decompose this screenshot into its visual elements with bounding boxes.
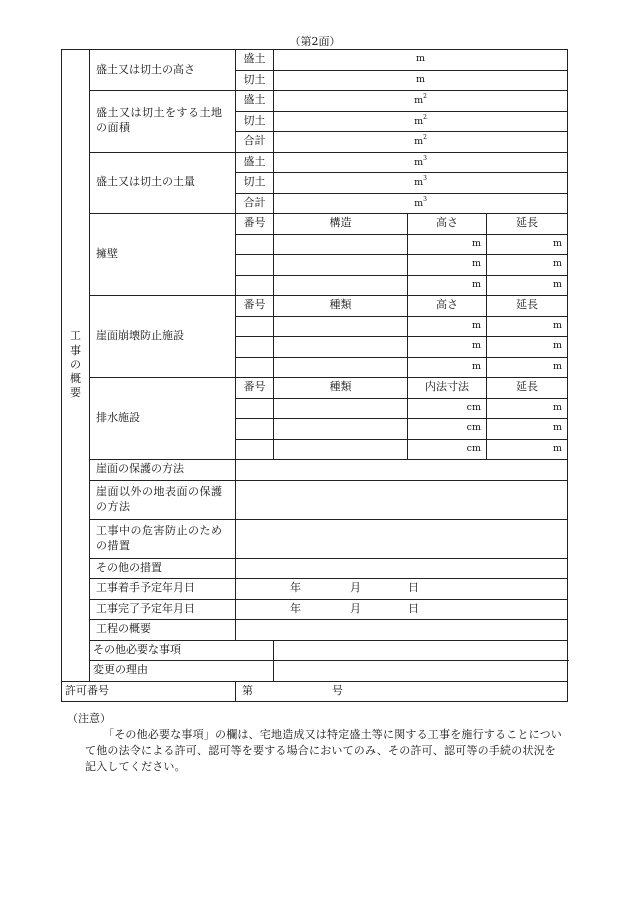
col-header-height: 高さ xyxy=(408,296,487,317)
schedule-overview-input[interactable] xyxy=(236,620,568,641)
notes-text: 「その他必要な事項」の欄は、宅地造成又は特定盛土等に関する工事を施行することについて他の法令による許可、認可等を要する場合においてのみ、その許可、認可等の手続の状況を記入してください。 xyxy=(85,727,562,773)
permit-number-input[interactable] xyxy=(236,681,568,702)
col-header-inner-dimension: 内法寸法 xyxy=(408,378,487,399)
length-input[interactable]: m xyxy=(487,255,568,276)
height-label: 盛土又は切土の高さ xyxy=(90,50,236,91)
inner-dimension-input[interactable]: cm xyxy=(408,398,487,419)
number-input[interactable] xyxy=(236,357,274,378)
number-input[interactable] xyxy=(236,234,274,255)
col-header-length: 延長 xyxy=(487,214,568,235)
end-date-input[interactable] xyxy=(236,599,568,620)
volume-cut-label: 切土 xyxy=(236,173,274,194)
length-input[interactable]: m xyxy=(487,337,568,358)
retaining-wall-label: 擁壁 xyxy=(90,214,236,296)
height-fill-input[interactable] xyxy=(274,50,568,71)
year-label: 年 xyxy=(290,581,301,595)
end-date-row xyxy=(62,599,568,620)
height-input[interactable]: m xyxy=(408,337,487,358)
number-input[interactable] xyxy=(236,275,274,296)
other-required-input[interactable] xyxy=(274,640,568,661)
col-header-number: 番号 xyxy=(236,378,274,399)
day-label: 日 xyxy=(408,581,419,595)
number-input[interactable] xyxy=(236,337,274,358)
type-input[interactable] xyxy=(274,398,408,419)
notes-heading: （注意） xyxy=(67,712,111,725)
slope-protection-input[interactable] xyxy=(236,460,568,481)
type-input[interactable] xyxy=(274,439,408,460)
area-fill-row xyxy=(62,91,568,112)
length-input[interactable]: m xyxy=(487,398,568,419)
inner-dimension-input[interactable]: cm xyxy=(408,419,487,440)
area-fill-label: 盛土 xyxy=(236,91,274,112)
slope-protection-label: 崖面の保護の方法 xyxy=(90,460,236,481)
height-input[interactable]: m xyxy=(408,275,487,296)
length-input[interactable]: m xyxy=(487,316,568,337)
type-input[interactable] xyxy=(274,419,408,440)
other-surface-protection-row xyxy=(62,480,568,519)
volume-total-label: 合計 xyxy=(236,193,274,214)
unit-m2: $m^2$ xyxy=(414,113,427,127)
unit-m3: $m^3$ xyxy=(414,154,427,168)
volume-fill-row xyxy=(62,152,568,173)
retaining-wall-header-row xyxy=(62,214,568,235)
construction-summary-table xyxy=(61,49,568,702)
section-label-cell xyxy=(62,50,90,682)
volume-fill-label: 盛土 xyxy=(236,152,274,173)
length-input[interactable]: m xyxy=(487,234,568,255)
month-label: 月 xyxy=(350,581,361,595)
length-input[interactable]: m xyxy=(487,439,568,460)
permit-suffix: 号 xyxy=(332,683,343,697)
permit-number-label: 許可番号 xyxy=(62,681,236,702)
area-fill-input[interactable] xyxy=(274,91,568,112)
month-label: 月 xyxy=(350,601,361,615)
start-date-row xyxy=(62,579,568,600)
number-input[interactable] xyxy=(236,316,274,337)
drainage-header-row xyxy=(62,378,568,399)
col-header-number: 番号 xyxy=(236,296,274,317)
type-input[interactable] xyxy=(274,337,408,358)
other-measures-label: その他の措置 xyxy=(90,558,236,579)
area-cut-label: 切土 xyxy=(236,111,274,132)
permit-prefix: 第 xyxy=(242,683,253,697)
permit-number-row xyxy=(62,681,568,702)
volume-fill-input[interactable] xyxy=(274,152,568,173)
number-input[interactable] xyxy=(236,255,274,276)
collapse-prevention-header-row xyxy=(62,296,568,317)
col-header-length: 延長 xyxy=(487,378,568,399)
number-input[interactable] xyxy=(236,419,274,440)
structure-input[interactable] xyxy=(274,255,408,276)
day-label: 日 xyxy=(408,601,419,615)
hazard-prevention-input[interactable] xyxy=(236,519,568,558)
type-input[interactable] xyxy=(274,357,408,378)
area-cut-input[interactable] xyxy=(274,111,568,132)
hazard-prevention-row xyxy=(62,519,568,558)
change-reason-row xyxy=(62,661,568,682)
start-date-input[interactable] xyxy=(236,579,568,600)
inner-dimension-input[interactable]: cm xyxy=(408,439,487,460)
area-total-input[interactable] xyxy=(274,132,568,153)
length-input[interactable]: m xyxy=(487,419,568,440)
drainage-label: 排水施設 xyxy=(90,378,236,460)
other-measures-row xyxy=(62,558,568,579)
height-fill-row xyxy=(62,50,568,71)
area-label: 盛土又は切土をする土地の面積 xyxy=(90,91,236,153)
other-measures-input[interactable] xyxy=(236,558,568,579)
unit-m2: $m^2$ xyxy=(414,134,427,148)
slope-protection-row xyxy=(62,460,568,481)
volume-label: 盛土又は切土の土量 xyxy=(90,152,236,214)
notes xyxy=(61,711,567,775)
collapse-prevention-label: 崖面崩壊防止施設 xyxy=(90,296,236,378)
schedule-overview-label: 工程の概要 xyxy=(90,620,236,641)
structure-input[interactable] xyxy=(274,234,408,255)
section-label: 工事の概要 xyxy=(70,329,81,400)
unit-m: m xyxy=(416,73,426,85)
col-header-type: 種類 xyxy=(274,296,408,317)
col-header-length: 延長 xyxy=(487,296,568,317)
height-input[interactable]: m xyxy=(408,234,487,255)
col-header-type: 種類 xyxy=(274,378,408,399)
height-input[interactable]: m xyxy=(408,357,487,378)
unit-m: m xyxy=(416,53,426,65)
other-surface-protection-input[interactable] xyxy=(236,480,568,519)
change-reason-label: 変更の理由 xyxy=(90,661,274,682)
unit-m2: $m^2$ xyxy=(414,93,427,107)
area-total-label: 合計 xyxy=(236,132,274,153)
col-header-number: 番号 xyxy=(236,214,274,235)
number-input[interactable] xyxy=(236,439,274,460)
other-surface-protection-label: 崖面以外の地表面の保護の方法 xyxy=(90,480,236,519)
other-required-row xyxy=(62,640,568,661)
hazard-prevention-label: 工事中の危害防止のための措置 xyxy=(90,519,236,558)
structure-input[interactable] xyxy=(274,275,408,296)
other-required-label: その他必要な事項 xyxy=(90,640,274,661)
height-cut-input[interactable] xyxy=(274,70,568,91)
volume-total-input[interactable] xyxy=(274,193,568,214)
start-date-label: 工事着手予定年月日 xyxy=(90,579,236,600)
type-input[interactable] xyxy=(274,316,408,337)
height-input[interactable]: m xyxy=(408,316,487,337)
end-date-label: 工事完了予定年月日 xyxy=(90,599,236,620)
schedule-overview-row xyxy=(62,620,568,641)
length-input[interactable]: m xyxy=(487,357,568,378)
number-input[interactable] xyxy=(236,398,274,419)
height-cut-label: 切土 xyxy=(236,70,274,91)
unit-m3: $m^3$ xyxy=(414,195,427,209)
col-header-height: 高さ xyxy=(408,214,487,235)
col-header-structure: 構造 xyxy=(274,214,408,235)
change-reason-input[interactable] xyxy=(274,661,568,682)
height-fill-label: 盛土 xyxy=(236,50,274,71)
unit-m3: $m^3$ xyxy=(414,175,427,189)
volume-cut-input[interactable] xyxy=(274,173,568,194)
page-label: （第2面） xyxy=(289,35,341,48)
year-label: 年 xyxy=(290,601,301,615)
length-input[interactable]: m xyxy=(487,275,568,296)
height-input[interactable]: m xyxy=(408,255,487,276)
